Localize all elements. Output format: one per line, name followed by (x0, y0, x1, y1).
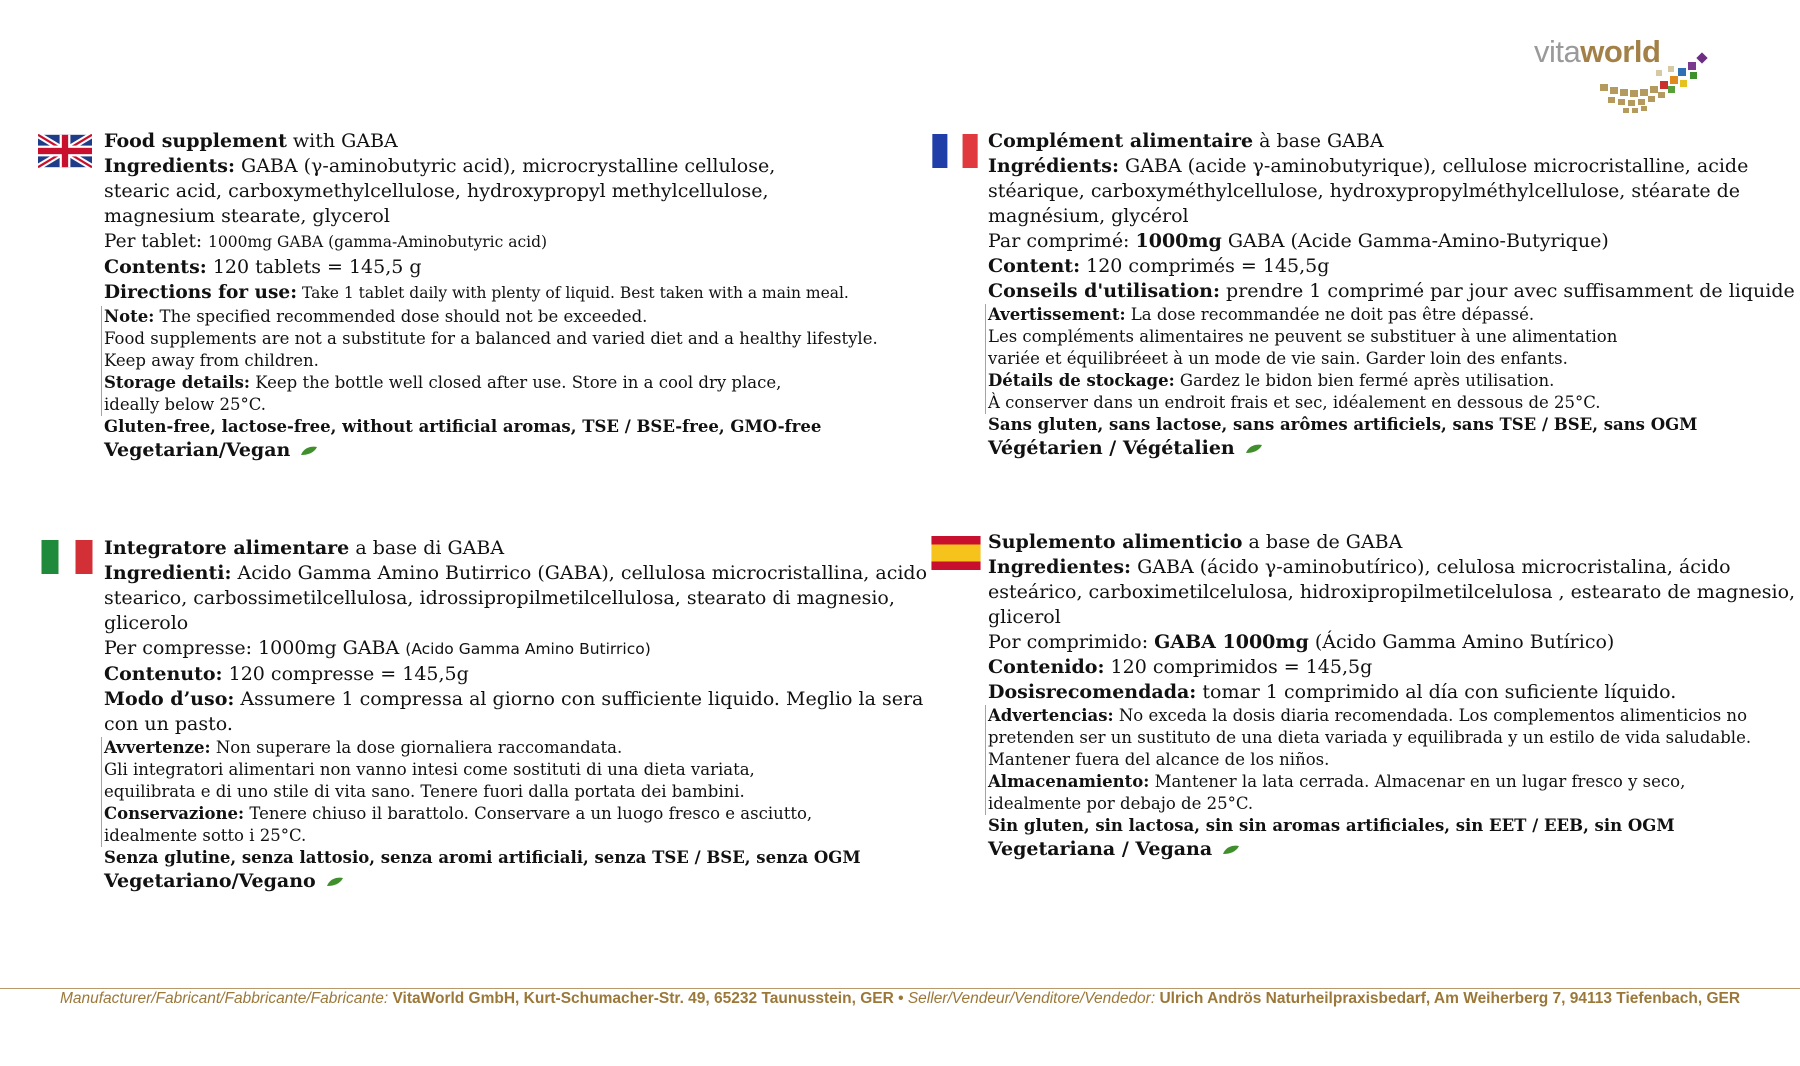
ingredients-line-3: glicerol (988, 606, 1061, 628)
note-line-2: Les compléments alimentaires ne peuvent se substituer à une alimentation (988, 327, 1618, 346)
per-tablet: Per tablet: 1000mg GABA (gamma-Aminobutyric acid) (104, 231, 548, 252)
ingredients-line-2: esteárico, carboximetilcelulosa, hidroxipropilmetilcelulosa , estearato de magnesio, (988, 581, 1796, 603)
ingredients-line-3: glicerolo (104, 612, 189, 634)
seller-label: Seller/Vendeur/Venditore/Vendedor: (907, 990, 1160, 1007)
italian-section (104, 536, 928, 894)
ingredients-line-3: magnesium stearate, glycerol (104, 205, 390, 227)
uk-flag-icon (38, 134, 92, 168)
directions: Modo d’uso: Assumere 1 compressa al giorno con sufficiente liquido. Meglio la sera (104, 688, 924, 710)
footer (0, 990, 1800, 1008)
per-tablet: Par comprimé: 1000mg GABA (Acide Gamma-Amino-Butyrique) (988, 230, 1609, 252)
directions-line-2: con un pasto. (104, 713, 233, 735)
leaf-icon (1245, 444, 1263, 454)
spain-flag-icon (930, 536, 982, 570)
note: Note: The specified recommended dose should not be exceeded. (104, 307, 648, 326)
storage-line-2: ideally below 25°C. (104, 395, 266, 414)
note-line-3: Keep away from children. (104, 351, 319, 370)
note-block (985, 304, 1788, 414)
note: Avertissement: La dose recommandée ne doit pas être dépassé. (988, 305, 1535, 324)
note-line-2: Gli integratori alimentari non vanno intesi come sostituti di una dieta variata, (104, 760, 755, 779)
directions: Dosisrecomendada: tomar 1 comprimido al día con suficiente líquido. (988, 681, 1677, 703)
ingredients-line-2: stéarique, carboxyméthylcellulose, hydroxypropylméthylcellulose, stéarate de (988, 180, 1741, 202)
france-flag-icon (930, 134, 980, 168)
vegan: Vegetariana / Vegana (988, 837, 1788, 862)
logo-mosaic-icon (1528, 26, 1738, 116)
storage-line-2: idealmente sotto i 25°C. (104, 826, 307, 845)
ingredients: Ingredients: GABA (γ-aminobutyric acid), microcrystalline cellulose, (104, 155, 776, 177)
free-from: Sin gluten, sin lactosa, sin sin aromas artificiales, sin EET / EEB, sin OGM (988, 816, 1675, 835)
contents: Contenuto: 120 compresse = 145,5g (104, 663, 469, 685)
ingredients: Ingrédients: GABA (acide γ-aminobutyrique), cellulose microcristalline, acide (988, 155, 1749, 177)
storage: Almacenamiento: Mantener la lata cerrada. Almacenar en un lugar fresco y seco, (988, 772, 1686, 791)
note-line-2: Food supplements are not a substitute for a balanced and varied diet and a healthy lifestyle. (104, 329, 878, 348)
vegan: Vegetarian/Vegan (104, 438, 904, 463)
seller-value: Ulrich Andrös Naturheilpraxisbedarf, Am Weiherberg 7, 94113 Tiefenbach, GER (1159, 990, 1741, 1007)
leaf-icon (326, 877, 344, 887)
contents: Content: 120 comprimés = 145,5g (988, 255, 1330, 277)
storage: Storage details: Keep the bottle well closed after use. Store in a cool dry place, (104, 373, 782, 392)
manufacturer-label: Manufacturer/Fabricant/Fabbricante/Fabricante: (59, 990, 393, 1007)
italy-flag-icon (40, 540, 94, 574)
english-section (104, 129, 904, 463)
storage: Conservazione: Tenere chiuso il barattolo. Conservare a un luogo fresco e asciutto, (104, 804, 813, 823)
ingredients-line-2: stearico, carbossimetilcellulosa, idrossipropilmetilcellulosa, stearato di magnesio, (104, 587, 895, 609)
free-from: Gluten-free, lactose-free, without artificial aromas, TSE / BSE-free, GMO-free (104, 417, 822, 436)
note: Advertencias: No exceda la dosis diaria recomendada. Los complementos alimenticios no (988, 706, 1747, 725)
title: Suplemento alimenticio a base de GABA (988, 531, 1403, 553)
note-block (985, 705, 1788, 815)
leaf-icon (1222, 845, 1240, 855)
vitaworld-logo (1528, 26, 1738, 116)
footer-divider (0, 988, 1800, 989)
title: Integratore alimentare a base di GABA (104, 537, 505, 559)
title: Complément alimentaire à base GABA (988, 130, 1384, 152)
note: Avvertenze: Non superare la dose giornaliera raccomandata. (104, 738, 623, 757)
ingredients: Ingredienti: Acido Gamma Amino Butirrico (GABA), cellulosa microcristallina, acido (104, 562, 928, 584)
directions: Conseils d'utilisation: prendre 1 comprimé par jour avec suffisamment de liquide (988, 280, 1795, 302)
ingredients: Ingredientes: GABA (ácido γ-aminobutírico), celulosa microcristalina, ácido (988, 556, 1731, 578)
note-line-3: Mantener fuera del alcance de los niños. (988, 750, 1330, 769)
manufacturer-value: VitaWorld GmbH, Kurt-Schumacher-Str. 49, 65232 Taunusstein, GER (392, 990, 894, 1007)
note-line-2: pretenden ser un sustituto de una dieta variada y equilibrada y un estilo de vida saludable. (988, 728, 1752, 747)
contents: Contents: 120 tablets = 145,5 g (104, 256, 422, 278)
leaf-icon (300, 446, 318, 456)
title: Food supplement with GABA (104, 130, 398, 152)
vegan: Vegetariano/Vegano (104, 869, 904, 894)
ingredients-line-3: magnésium, glycérol (988, 205, 1189, 227)
note-line-3: equilibrata e di uno stile di vita sano. Tenere fuori dalla portata dei bambini. (104, 782, 745, 801)
contents: Contenido: 120 comprimidos = 145,5g (988, 656, 1373, 678)
note-block (101, 306, 904, 416)
note-block (101, 737, 904, 847)
storage-line-2: idealmente por debajo de 25°C. (988, 794, 1254, 813)
directions: Directions for use: Take 1 tablet daily with plenty of liquid. Best taken with a main meal. (104, 282, 849, 303)
spanish-section (988, 530, 1796, 862)
footer-separator: • (893, 990, 908, 1007)
vegan: Végétarien / Végétalien (988, 436, 1788, 461)
per-tablet: Por comprimido: GABA 1000mg (Ácido Gamma Amino Butírico) (988, 631, 1615, 653)
note-line-3: variée et équilibréeet à un mode de vie sain. Garder loin des enfants. (988, 349, 1568, 368)
french-section (988, 129, 1795, 461)
free-from: Sans gluten, sans lactose, sans arômes artificiels, sans TSE / BSE, sans OGM (988, 415, 1698, 434)
per-tablet: Per compresse: 1000mg GABA (Acido Gamma Amino Butirrico) (104, 637, 651, 659)
ingredients-line-2: stearic acid, carboxymethylcellulose, hydroxypropyl methylcellulose, (104, 180, 769, 202)
storage: Détails de stockage: Gardez le bidon bien fermé après utilisation. (988, 371, 1555, 390)
free-from: Senza glutine, senza lattosio, senza aromi artificiali, senza TSE / BSE, senza OGM (104, 848, 861, 867)
storage-line-2: À conserver dans un endroit frais et sec, idéalement en dessous de 25°C. (988, 393, 1601, 412)
logo-text: vitaworld (1534, 34, 1661, 69)
